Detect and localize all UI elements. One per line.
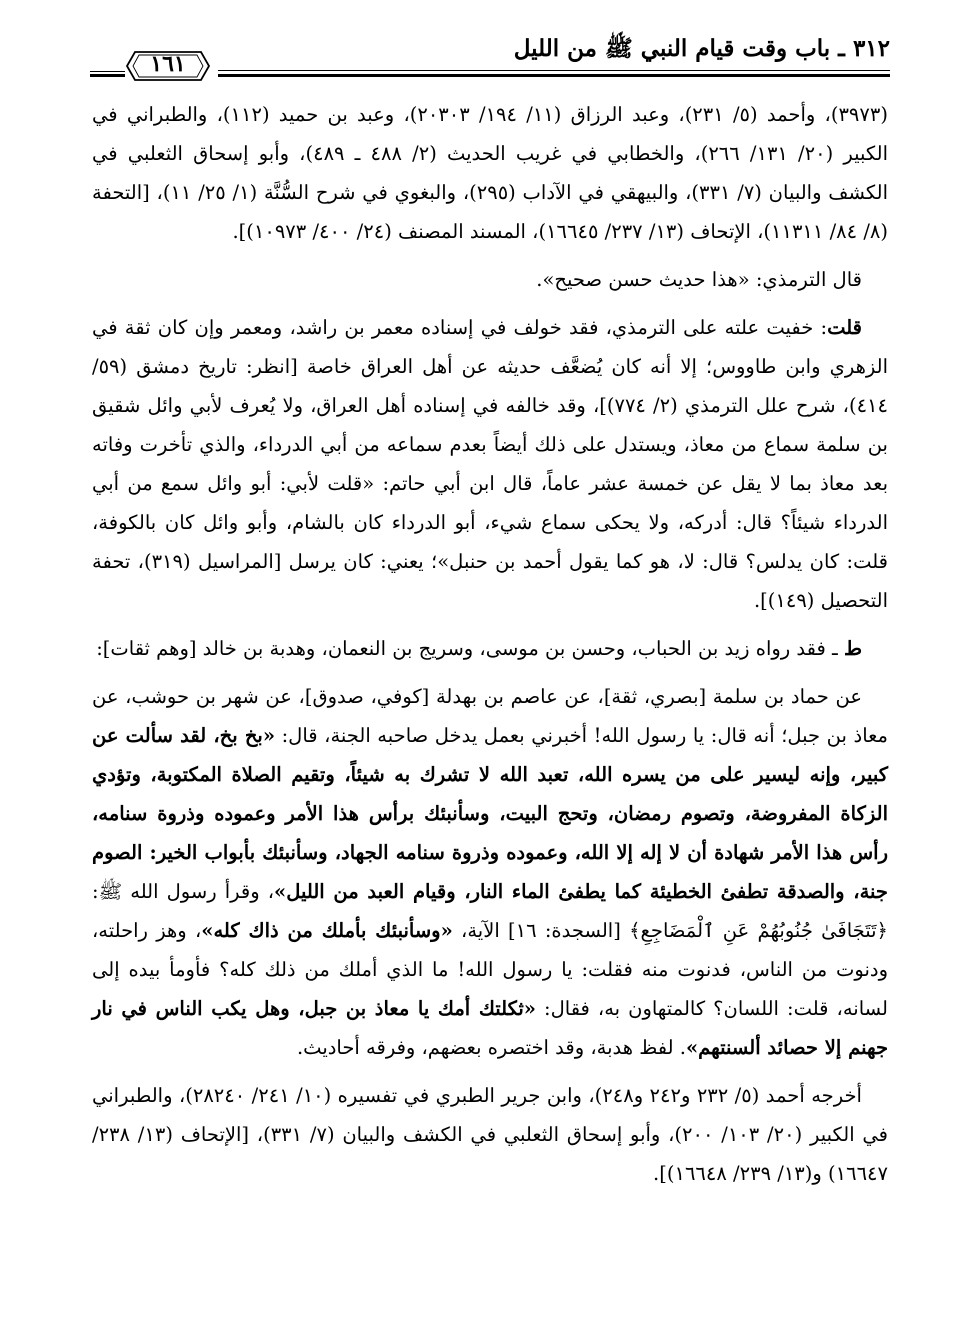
body-paragraph [92,1076,888,1193]
text-segment: : خفيت علته على الترمذي، فقد خولف في إسناده معمر بن راشد، ومعمر وإن كان ثقة في الزهري وابن طاووس؛ إلا أنه كان يُضعَّف حديثه عن أهل العراق خاصة [انظر: تاريخ دمشق (٥٩/ ٤١٤)، شرح علل الترمذي (٢/ ٧٧٤)]، وقد خالفه في إسناده أهل العراق، ولا يُعرف لأبي وائل شقيق بن سلمة سماع من معاذ، ويستدل على ذلك أيضاً بعدم سماعه من أبي الدرداء، والذي تأخرت وفاته بعد معاذ بما لا يقل عن خمسة عشر عاماً، قال ابن أبي حاتم: «قلت لأبي: أبو وائل سمع من أبي الدرداء شيئاً؟ قال: أدركه، ولا يحكى سماع شيء، أبو الدرداء كان بالشام، وأبو وائل كان بالكوفة، قلت: كان يدلس؟ قال: لا، هو كما يقول أحمد بن حنبل»؛ يعني: كان يرسل [المراسيل (٣١٩)، تحفة التحصيل (١٤٩)]. [92,316,888,612]
body-paragraph [92,308,888,620]
body-paragraph [92,677,888,1067]
bold-text-segment: «وسأنبئك بأملك من ذاك كله» [201,919,453,942]
body-paragraph [92,95,888,251]
text-segment: ، وقرأ رسول الله ﷺ: ﴿تَتَجَافَىٰ جُنُوبُهُمْ عَنِ ٱلْمَضَاجِعِ﴾ [السجدة: ١٦] الآية، [92,880,888,942]
bold-text-segment: «ثكلتك أمك يا معاذ بن جبل، وهل يكب الناس في نار جهنم إلا حصائد ألسنتهم» [92,997,888,1059]
page-header [90,28,890,84]
text-segment: قال الترمذي: «هذا حديث حسن صحيح». [536,268,862,291]
text-segment: أخرجه أحمد (٥/ ٢٣٢ و٢٤٢ و٢٤٨)، وابن جرير الطبري في تفسيره (١٠/ ٢٤١/ ٢٨٢٤٠)، والطبراني في الكبير (٢٠/ ١٠٣/ ٢٠٠)، وأبو إسحاق الثعلبي في الكشف والبيان (٧/ ٣٣١)، [الإتحاف (١٣/ ٢٣٨/ ١٦٦٤٧) و(١٣/ ٢٣٩/ ١٦٦٤٨)]. [92,1084,888,1185]
header-rule-thin [218,70,890,71]
header-rule-left [90,71,125,77]
running-header-title: ٣١٢ ـ باب وقت قيام النبي ﷺ من الليل [513,35,890,62]
bold-text-segment: ط [843,637,862,660]
bold-text-segment: «بخ بخ، لقد سألت عن كبير، وإنه ليسير على من يسره الله، تعبد الله لا تشرك به شيئاً، وتقيم الصلاة المكتوبة، وتؤدي الزكاة المفروضة، وتصوم رمضان، وتحج البيت، وسأنبئك برأس هذا الأمر وعموده وذروة سنامه، رأس هذا الأمر شهادة أن لا إله إلا الله، وعموده وذروة سنامه الجهاد، وسأنبئك بأبواب الخير: الصوم جنة، والصدقة تطفئ الخطيئة كما يطفئ الماء النار، وقيام العبد من الليل» [92,724,888,903]
text-segment: ، وهز راحلته، ودنوت من الناس، فدنوت منه فقلت: يا رسول الله! ما الذي أملك من ذلك كله؟ فأومأ بيده إلى لسانه، قلت: اللسان؟ كالمتهاون به، فقال: [92,919,888,1020]
header-rule-thick [218,74,890,77]
text-segment: ـ فقد رواه زيد بن الحباب، وحسن بن موسى، وسريج بن النعمان، وهدبة بن خالد [وهم ثقات]: [96,637,844,660]
text-segment: (٣٩٧٣)، وأحمد (٥/ ٢٣١)، وعبد الرزاق (١١/ ١٩٤/ ٢٠٣٠٣)، وعبد بن حميد (١١٢)، والطبراني في الكبير (٢٠/ ١٣١/ ٢٦٦)، والخطابي في غريب الحديث (٢/ ٤٨٨ ـ ٤٨٩)، وأبو إسحاق الثعلبي في الكشف والبيان (٧/ ٣٣١)، والبيهقي في الآداب (٢٩٥)، والبغوي في شرح السُّنَّة (١/ ٢٥/ ١١)، [التحفة (٨/ ٨٤/ ١١٣١١)، الإتحاف (١٣/ ٢٣٧/ ١٦٦٤٥)، المسند المصنف (٢٤/ ٤٠٠/ ١٠٩٧٣)]. [92,103,888,243]
text-segment: . لفظ هدبة، وقد اختصره بعضهم، وفرقه أحاديث. [296,1036,686,1059]
body-paragraph [92,629,888,668]
text-segment: عن حماد بن سلمة [بصري، ثقة]، عن عاصم بن بهدلة [كوفي، صدوق]، عن شهر بن حوشب، عن معاذ بن جبل؛ أنه قال: يا رسول الله! أخبرني بعمل يدخل صاحبه الجنة، قال: [92,685,888,747]
page-number: ١٦١ [150,51,186,77]
page-body [92,95,888,1202]
body-paragraph [92,260,888,299]
page-number-frame [125,50,211,82]
bold-text-segment: قلت [827,316,862,339]
